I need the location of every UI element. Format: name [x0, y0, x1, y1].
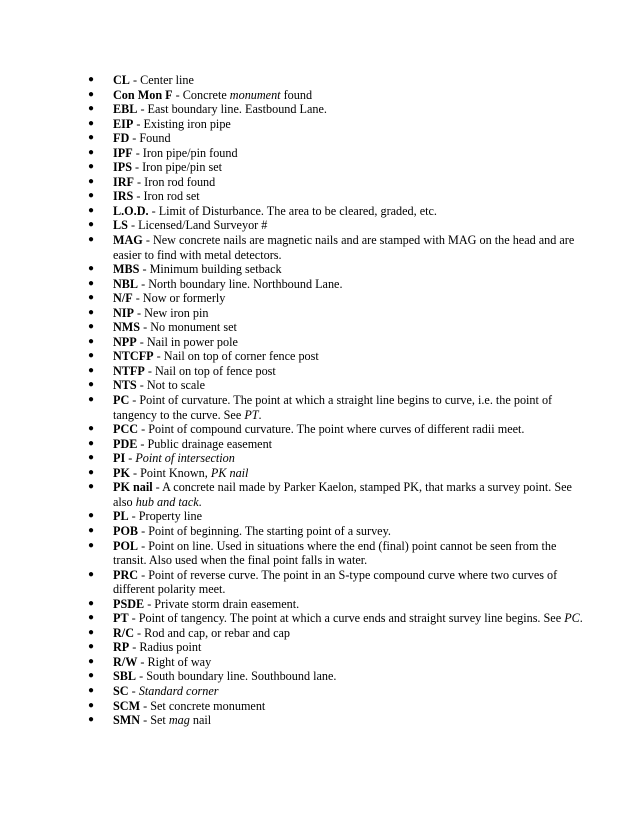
- abbreviation-term: PRC: [113, 567, 139, 582]
- list-item: [88, 160, 588, 175]
- definition-text: - Point of curvature. The point at which a straight line begins to curve, i.e. the point of tangency to the curve. See: [113, 393, 553, 422]
- list-item: [88, 378, 588, 393]
- definition-text: nail: [189, 713, 212, 728]
- list-item: [88, 422, 588, 437]
- abbreviation-term: PDE: [113, 436, 138, 451]
- definition-text: - Point of tangency. The point at which a curve ends and straight survey line begins. See: [128, 611, 565, 626]
- definition-text: - Nail on top of fence post: [144, 363, 276, 378]
- list-item: [88, 640, 588, 655]
- definition-text: - Property line: [128, 509, 203, 524]
- bullet-icon: ●: [88, 175, 95, 187]
- bullet-icon: ●: [88, 350, 95, 362]
- abbreviation-term: PI: [113, 451, 126, 466]
- italic-text: PC: [564, 611, 580, 626]
- list-item: [88, 364, 588, 379]
- definition-text: - Now or formerly: [132, 291, 226, 306]
- definition-text: - Set concrete monument: [140, 698, 266, 713]
- bullet-icon: ●: [88, 684, 95, 696]
- definition-text: - Rod and cap, or rebar and cap: [134, 625, 290, 640]
- abbreviation-term: N/F: [113, 291, 133, 306]
- italic-text: hub and tack: [135, 494, 199, 509]
- abbreviation-term: NBL: [113, 276, 139, 291]
- abbreviation-term: NIP: [113, 305, 134, 320]
- abbreviation-term: NTCFP: [113, 349, 154, 364]
- list-item: [88, 524, 588, 539]
- list-item: [88, 437, 588, 452]
- definition-text: - New concrete nails are magnetic nails and are stamped with MAG on the head and are easier to find with metal detectors.: [113, 233, 575, 262]
- bullet-icon: ●: [88, 670, 95, 682]
- definition-text: - Point of reverse curve. The point in an S-type compound curve where two curves of different polarity meet.: [113, 567, 558, 597]
- list-item: [88, 277, 588, 292]
- list-item: [88, 335, 588, 350]
- definition-text: - Point of compound curvature. The point where curves of different radii meet.: [138, 422, 525, 437]
- list-item: [88, 88, 588, 103]
- abbreviation-term: PK nail: [113, 480, 153, 495]
- definition-text: - Point of beginning. The starting point of a survey.: [138, 523, 391, 538]
- bullet-icon: ●: [88, 292, 95, 304]
- list-item: [88, 175, 588, 190]
- bullet-icon: ●: [88, 321, 95, 333]
- definition-text: - New iron pin: [134, 305, 209, 320]
- definition-text: .: [579, 611, 583, 626]
- definition-text: - North boundary line. Northbound Lane.: [138, 276, 343, 291]
- italic-text: Standard corner: [138, 683, 219, 698]
- list-item: [88, 189, 588, 204]
- definition-text: - Nail in power pole: [136, 334, 238, 349]
- abbreviation-list: [88, 73, 588, 728]
- bullet-icon: ●: [88, 641, 95, 653]
- abbreviation-term: MBS: [113, 262, 140, 277]
- definition-text: - No monument set: [140, 320, 237, 335]
- bullet-icon: ●: [88, 597, 95, 609]
- bullet-icon: ●: [88, 306, 95, 318]
- definition-text: - Point Known,: [129, 465, 211, 480]
- abbreviation-term: PSDE: [113, 596, 145, 611]
- italic-text: Point of intersection: [135, 451, 235, 466]
- italic-text: monument: [229, 87, 281, 102]
- definition-text: - A concrete nail made by Parker Kaelon, stamped PK, that marks a survey point. See also: [113, 480, 572, 509]
- bullet-icon: ●: [88, 161, 95, 173]
- abbreviation-term: PCC: [113, 422, 139, 437]
- bullet-icon: ●: [88, 132, 95, 144]
- bullet-icon: ●: [88, 74, 95, 85]
- abbreviation-term: POL: [113, 538, 139, 553]
- bullet-icon: ●: [88, 103, 95, 115]
- bullet-icon: ●: [88, 612, 95, 624]
- bullet-icon: ●: [88, 117, 95, 129]
- bullet-icon: ●: [88, 699, 95, 711]
- abbreviation-term: CL: [113, 73, 130, 87]
- abbreviation-term: SMN: [113, 713, 141, 728]
- definition-text: - Licensed/Land Surveyor #: [127, 218, 268, 233]
- list-item: [88, 669, 588, 684]
- definition-text: - Found: [129, 131, 171, 146]
- definition-text: - Iron pipe/pin found: [132, 145, 238, 160]
- list-item: [88, 713, 588, 728]
- abbreviation-term: NMS: [113, 320, 141, 335]
- abbreviation-term: IRS: [113, 189, 134, 204]
- definition-text: - Nail on top of corner fence post: [153, 349, 319, 364]
- bullet-icon: ●: [88, 219, 95, 231]
- abbreviation-term: FD: [113, 131, 130, 146]
- definition-text: - Center line: [129, 73, 194, 87]
- list-item: [88, 451, 588, 466]
- abbreviation-term: IRF: [113, 174, 134, 189]
- list-item: [88, 291, 588, 306]
- list-item: [88, 102, 588, 117]
- definition-text: -: [125, 451, 136, 466]
- bullet-icon: ●: [88, 277, 95, 289]
- list-item: [88, 393, 588, 422]
- list-item: [88, 509, 588, 524]
- abbreviation-term: PC: [113, 393, 130, 408]
- abbreviation-term: SC: [113, 683, 129, 698]
- list-item: [88, 262, 588, 277]
- bullet-icon: ●: [88, 539, 95, 551]
- bullet-icon: ●: [88, 394, 95, 406]
- bullet-icon: ●: [88, 204, 95, 216]
- list-item: [88, 204, 588, 219]
- list-item: [88, 349, 588, 364]
- bullet-icon: ●: [88, 437, 95, 449]
- bullet-icon: ●: [88, 190, 95, 202]
- italic-text: PK nail: [210, 465, 249, 480]
- definition-text: - Radius point: [129, 640, 202, 655]
- abbreviation-term: Con Mon F: [113, 87, 173, 102]
- abbreviation-term: IPS: [113, 160, 132, 175]
- abbreviation-term: PK: [113, 465, 130, 480]
- definition-text: - Private storm drain easement.: [144, 596, 300, 611]
- bullet-icon: ●: [88, 524, 95, 536]
- list-item: [88, 117, 588, 132]
- abbreviation-term: R/W: [113, 654, 138, 669]
- definition-text: found: [280, 87, 313, 102]
- abbreviation-term: SCM: [113, 698, 141, 713]
- abbreviation-term: EBL: [113, 102, 138, 117]
- list-item: [88, 684, 588, 699]
- definition-text: - Iron rod found: [134, 174, 216, 189]
- definition-text: - Existing iron pipe: [133, 116, 231, 131]
- bullet-icon: ●: [88, 568, 95, 580]
- definition-text: - Iron pipe/pin set: [131, 160, 223, 175]
- list-item: [88, 146, 588, 161]
- definition-text: - Set: [140, 713, 169, 728]
- definition-text: - Public drainage easement: [137, 436, 273, 451]
- bullet-icon: ●: [88, 481, 95, 493]
- list-item: [88, 655, 588, 670]
- italic-text: PT: [244, 407, 259, 422]
- bullet-icon: ●: [88, 263, 95, 275]
- list-item: [88, 466, 588, 481]
- list-item: [88, 480, 588, 509]
- bullet-icon: ●: [88, 714, 95, 726]
- list-item: [88, 626, 588, 641]
- abbreviation-term: SBL: [113, 669, 137, 684]
- bullet-icon: ●: [88, 364, 95, 376]
- abbreviation-term: IPF: [113, 145, 133, 160]
- bullet-icon: ●: [88, 234, 95, 246]
- bullet-icon: ●: [88, 655, 95, 667]
- list-item: [88, 568, 588, 597]
- list-item: [88, 233, 588, 262]
- definition-text: - Point on line. Used in situations where the end (final) point cannot be seen from the transit. Also used when the final point falls in water.: [113, 538, 557, 568]
- list-item: [88, 131, 588, 146]
- list-item: [88, 73, 588, 88]
- list-item: [88, 699, 588, 714]
- list-item: [88, 539, 588, 568]
- definition-text: - Concrete: [172, 87, 230, 102]
- abbreviation-term: POB: [113, 523, 139, 538]
- abbreviation-term: L.O.D.: [113, 203, 149, 218]
- abbreviation-term: R/C: [113, 625, 134, 640]
- abbreviation-term: NTS: [113, 378, 137, 393]
- bullet-icon: ●: [88, 452, 95, 464]
- list-item: [88, 597, 588, 612]
- abbreviation-term: MAG: [113, 233, 143, 248]
- bullet-icon: ●: [88, 423, 95, 435]
- abbreviation-term: PT: [113, 611, 129, 626]
- bullet-icon: ●: [88, 379, 95, 391]
- definition-text: - Iron rod set: [133, 189, 200, 204]
- definition-text: - Limit of Disturbance. The area to be cleared, graded, etc.: [148, 203, 437, 218]
- bullet-icon: ●: [88, 146, 95, 158]
- bullet-icon: ●: [88, 626, 95, 638]
- bullet-icon: ●: [88, 510, 95, 522]
- abbreviation-term: NTFP: [113, 363, 145, 378]
- bullet-icon: ●: [88, 88, 95, 100]
- definition-text: - South boundary line. Southbound lane.: [136, 669, 337, 684]
- abbreviation-term: NPP: [113, 334, 137, 349]
- italic-text: mag: [168, 713, 190, 728]
- definition-text: .: [258, 407, 262, 422]
- definition-text: .: [198, 494, 202, 509]
- abbreviation-term: EIP: [113, 116, 134, 131]
- abbreviation-term: LS: [113, 218, 128, 233]
- bullet-icon: ●: [88, 466, 95, 478]
- list-item: [88, 306, 588, 321]
- definition-text: -: [128, 683, 139, 698]
- list-item: [88, 611, 588, 626]
- definition-text: - Right of way: [137, 654, 212, 669]
- list-item: [88, 320, 588, 335]
- definition-text: - Not to scale: [136, 378, 206, 393]
- list-item: [88, 218, 588, 233]
- definition-text: - Minimum building setback: [139, 262, 282, 277]
- definition-text: - East boundary line. Eastbound Lane.: [137, 102, 327, 117]
- abbreviation-term: RP: [113, 640, 130, 655]
- bullet-icon: ●: [88, 335, 95, 347]
- abbreviation-term: PL: [113, 509, 129, 524]
